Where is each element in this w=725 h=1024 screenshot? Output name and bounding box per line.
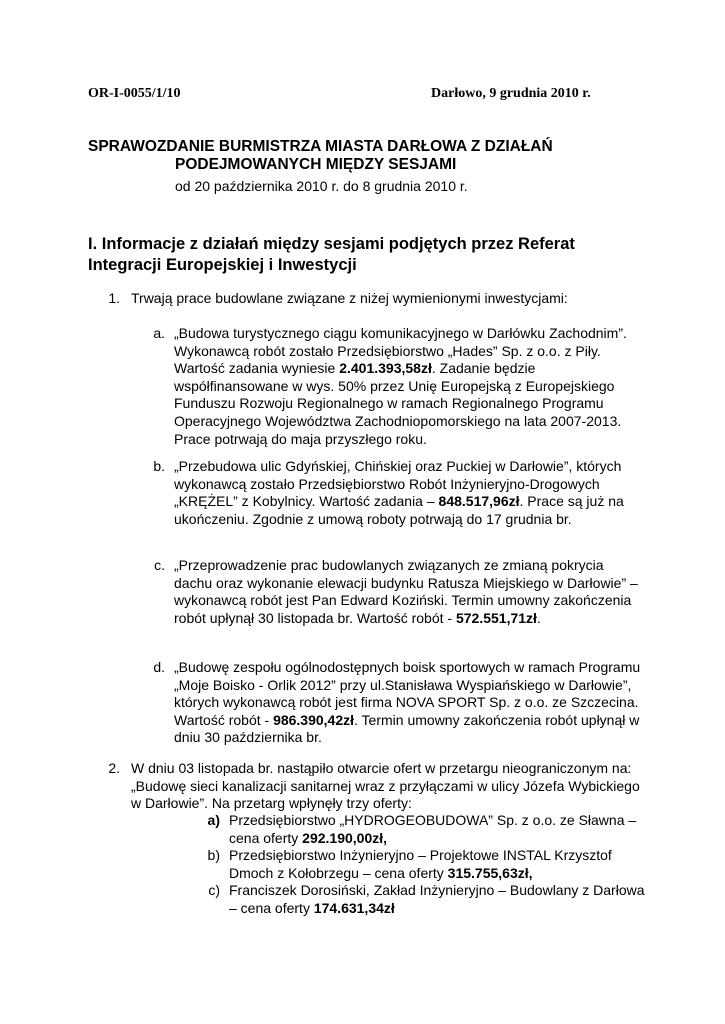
document-reference: OR-I-0055/1/10 bbox=[88, 86, 181, 101]
subitem-c-amount: 572.551,71zł bbox=[455, 609, 537, 626]
section-heading-line-1: I. Informacje z działań między sesjami podjętych przez Referat bbox=[88, 235, 575, 253]
offer-a-text: Przedsiębiorstwo „HYDROGEOBUDOWA” Sp. z o.o. ze Sławna – cena oferty 292.190,00zł, bbox=[229, 812, 637, 846]
subitem-c-marker: c. bbox=[154, 557, 165, 573]
offer-b-text: Przedsiębiorstwo Inżynieryjno – Projektowe INSTAL Krzysztof Dmoch z Kołobrzegu – cena oferty 315.755,63zł, bbox=[229, 847, 612, 881]
item-2-number: 2. bbox=[108, 760, 120, 776]
offer-a-marker: a) bbox=[207, 812, 220, 828]
subitem-a-marker: a. bbox=[153, 325, 165, 341]
offer-b-amount: 315.755,63zł, bbox=[447, 864, 533, 881]
offer-c-text: Franciszek Dorosiński, Zakład Inżynieryjno – Budowlany z Darłowa – cena oferty 174.631,34zł bbox=[229, 882, 645, 916]
report-title-line-1: SPRAWOZDANIE BURMISTRZA MIASTA DARŁOWA Z DZIAŁAŃ bbox=[88, 138, 553, 155]
subitem-a-amount: 2.401.393,58zł bbox=[339, 360, 432, 377]
offer-c-marker: c) bbox=[208, 882, 220, 898]
section-heading-line-2: Integracji Europejskiej i Inwestycji bbox=[88, 256, 357, 274]
report-period: od 20 października 2010 r. do 8 grudnia 2010 r. bbox=[175, 178, 468, 194]
subitem-b-text: „Przebudowa ulic Gdyńskiej, Chińskiej oraz Puckiej w Darłowie”, których wykonawcą zostało Przedsiębiorstwo Robót Inżynieryjno-Drogowych „KRĘŻEL” z Kobylnicy. Wartość zadania – 848.517,96zł. Prace są już na ukończeniu. Zgodnie z umową roboty potrwają do 17 grudnia br. bbox=[174, 458, 624, 527]
subitem-d-text: „Budowę zespołu ogólnodostępnych boisk sportowych w ramach Programu „Moje Boisko - Orlik 2012” przy ul.Stanisława Wyspiańskiego w Darłowie”, których wykonawcą robót jest firma NOVA SPORT Sp. z o.o. ze Szczecina. Wartość robót - 986.390,42zł. Termin umowny zakończenia robót upłynął w dniu 30 października br. bbox=[174, 659, 641, 746]
document-date: Darłowo, 9 grudnia 2010 r. bbox=[431, 86, 591, 101]
subitem-b-marker: b. bbox=[153, 458, 165, 474]
item-2-text: W dniu 03 listopada br. nastąpiło otwarcie ofert w przetargu nieograniczonym na: „Budowę sieci kanalizacji sanitarnej wraz z przyłączami w ulicy Józefa Wybickiego w Darłowie”. Na przetarg wpłynęły trzy oferty: bbox=[131, 760, 640, 812]
offer-a-amount: 292.190,00zł, bbox=[302, 829, 388, 846]
subitem-c-text: „Przeprowadzenie prac budowlanych związanych ze zmianą pokrycia dachu oraz wykonanie elewacji budynku Ratusza Miejskiego w Darłowie” – wykonawcą robót jest Pan Edward Koziński. Termin umowny zakończenia robót upłynął 30 listopada br. Wartość robót - 572.551,71zł. bbox=[174, 557, 638, 626]
item-1-text: Trwają prace budowlane związane z niżej wymienionymi inwestycjami: bbox=[131, 290, 568, 306]
subitem-b-amount: 848.517,96zł bbox=[438, 493, 520, 510]
offer-c-amount: 174.631,34zł bbox=[313, 899, 395, 916]
subitem-a-text: „Budowa turystycznego ciągu komunikacyjnego w Darłówku Zachodnim”. Wykonawcą robót zostało Przedsiębiorstwo „Hades” Sp. z o.o. z Piły. Wartość zadania wyniesie 2.401.393,58zł. Zadanie będzie współfinansowane w wys. 50% przez Unię Europejską z Europejskiego Funduszu Rozwoju Regionalnego w ramach Regionalnego Programu Operacyjnego Województwa Zachodniopomorskiego na lata 2007-2013. Prace potrwają do maja przyszłego roku. bbox=[174, 325, 627, 447]
report-title-line-2: PODEJMOWANYCH MIĘDZY SESJAMI bbox=[175, 156, 457, 173]
subitem-d-amount: 986.390,42zł bbox=[273, 711, 355, 728]
item-1-number: 1. bbox=[108, 290, 120, 306]
subitem-d-marker: d. bbox=[153, 659, 165, 675]
offer-b-marker: b) bbox=[207, 847, 220, 863]
